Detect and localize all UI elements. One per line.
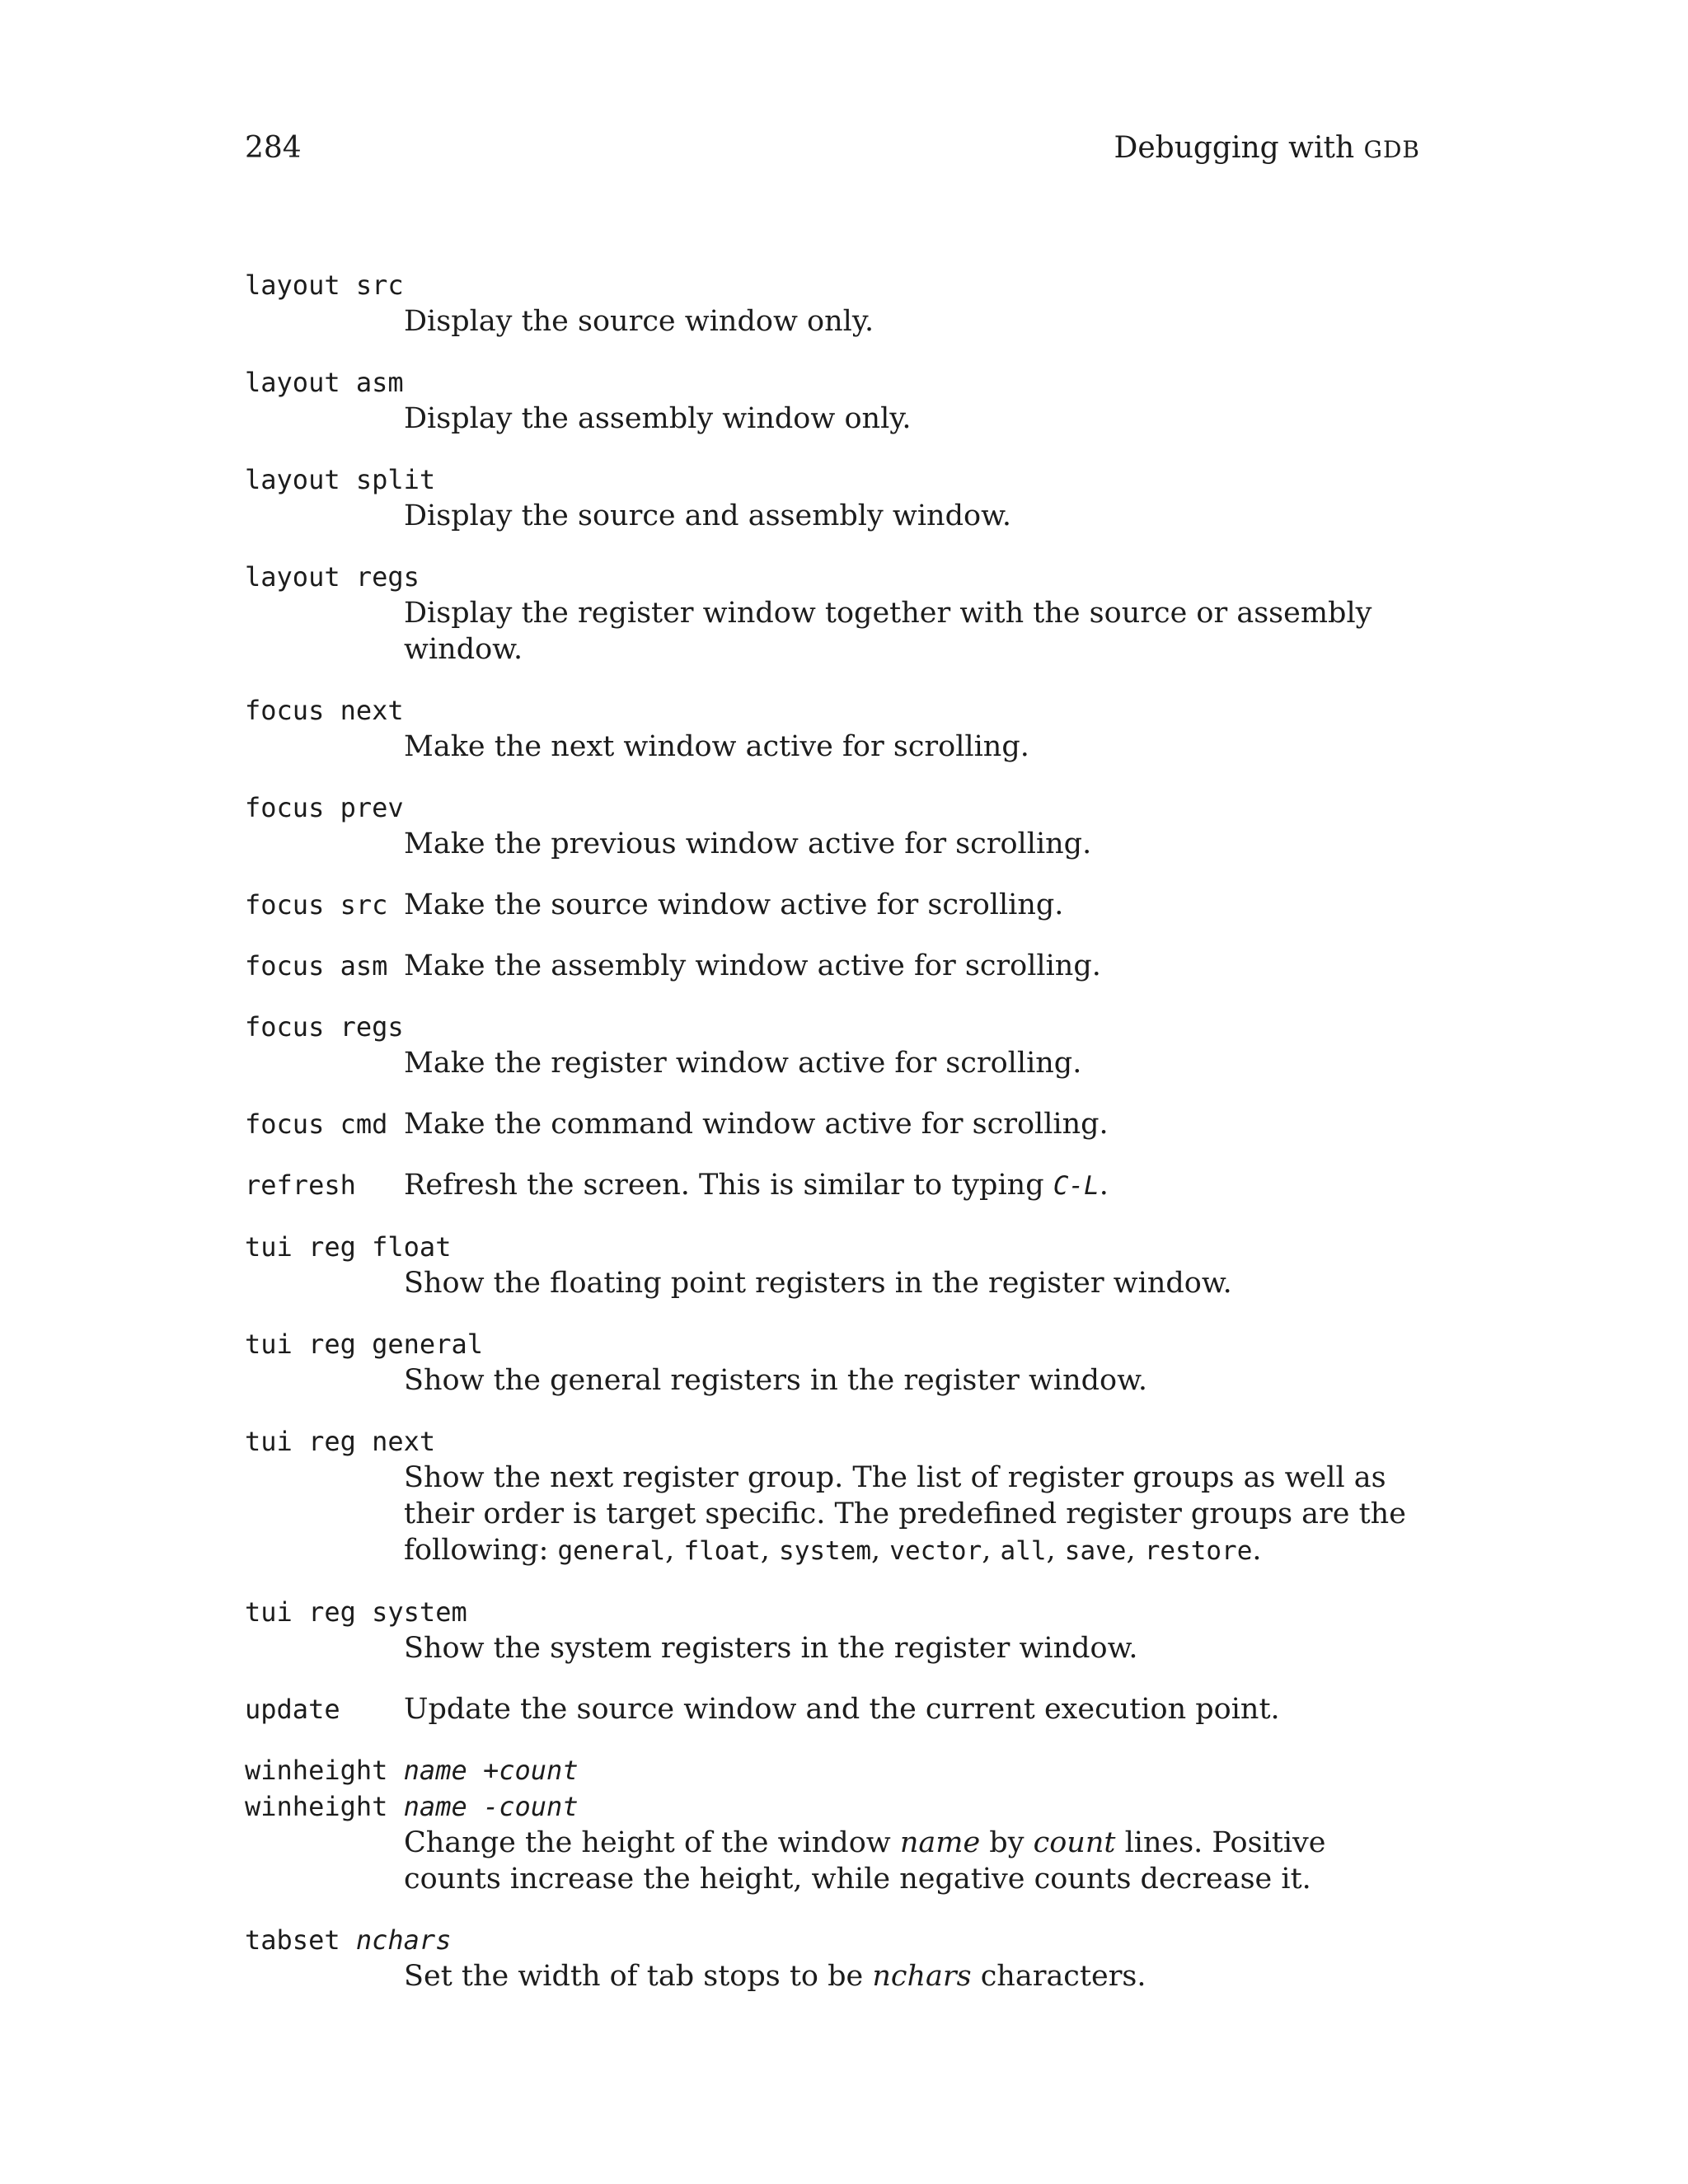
separator: ,	[871, 1534, 890, 1567]
term	[245, 948, 404, 984]
entry-focus-asm	[245, 948, 1423, 984]
entry-layout-regs	[245, 559, 1423, 668]
term: update	[245, 1694, 340, 1725]
entry-layout-src	[245, 267, 1423, 340]
entry-update	[245, 1691, 1423, 1727]
entry-focus-src	[245, 887, 1423, 923]
description-text: characters.	[971, 1960, 1146, 1993]
term-variable: -count	[482, 1791, 579, 1822]
register-group: system	[779, 1536, 872, 1566]
term-command: focus	[245, 950, 325, 982]
term	[245, 1229, 1423, 1265]
separator: ,	[1046, 1534, 1065, 1567]
term	[245, 1922, 1423, 1958]
separator: ,	[982, 1534, 1001, 1567]
description: Make the source window active for scrolling.	[404, 888, 1064, 921]
term-command: winheight	[245, 1791, 388, 1822]
term	[245, 1326, 1423, 1362]
description: Display the source and assembly window.	[404, 499, 1011, 532]
entry-layout-split	[245, 462, 1423, 534]
description	[245, 1958, 1423, 1994]
register-group: vector	[889, 1536, 982, 1566]
description: Show the system registers in the register window.	[404, 1632, 1138, 1665]
entry-tui-reg-system	[245, 1594, 1423, 1666]
description-text: Show the next register group. The list of register groups as well as their order is target specific. The predefined register groups are the following:	[404, 1461, 1406, 1567]
register-group: save	[1064, 1536, 1127, 1566]
term-command: layout	[245, 561, 340, 593]
term	[245, 559, 1423, 595]
term-command: layout	[245, 367, 340, 398]
running-title	[1114, 130, 1420, 168]
description: Make the register window active for scrolling.	[404, 1047, 1082, 1080]
term-command: tabset	[245, 1924, 340, 1956]
register-group: float	[683, 1536, 761, 1566]
term-argument: regs	[355, 561, 420, 593]
separator: ,	[760, 1534, 780, 1567]
term	[245, 1423, 1423, 1460]
term-command: layout	[245, 269, 340, 301]
description: Display the register window together with the source or assembly window.	[404, 597, 1372, 666]
description: Make the previous window active for scrolling.	[404, 827, 1092, 860]
entry-tui-reg-general	[245, 1326, 1423, 1399]
entry-layout-asm	[245, 364, 1423, 437]
term-command: tui reg	[245, 1426, 356, 1457]
entry-refresh	[245, 1167, 1423, 1204]
description-text: Set the width of tab stops to be	[404, 1960, 873, 1993]
description: Show the general registers in the register window.	[404, 1364, 1148, 1397]
term-variable: nchars	[355, 1924, 452, 1956]
variable: name	[899, 1826, 981, 1859]
description	[404, 1167, 1109, 1204]
term-command: focus	[245, 792, 325, 823]
entry-winheight	[245, 1752, 1423, 1897]
term-command: tui reg	[245, 1596, 356, 1628]
key-binding: C-L	[1053, 1171, 1100, 1201]
term-argument: next	[340, 695, 404, 726]
term-argument: prev	[340, 792, 404, 823]
term-argument: src	[340, 889, 388, 921]
term-command: focus	[245, 1011, 325, 1043]
description: Make the assembly window active for scrolling.	[404, 949, 1101, 982]
term-argument: asm	[340, 950, 388, 982]
term-command: winheight	[245, 1755, 388, 1786]
term-argument: regs	[340, 1011, 404, 1043]
running-title-text: Debugging with	[1114, 131, 1364, 165]
term	[245, 1752, 1423, 1788]
term-variable: name	[403, 1755, 467, 1786]
term-argument: asm	[355, 367, 404, 398]
entry-focus-cmd	[245, 1106, 1423, 1142]
description: Update the source window and the current execution point.	[404, 1693, 1280, 1726]
term-command: focus	[245, 695, 325, 726]
term-argument: src	[355, 269, 404, 301]
term	[245, 1106, 404, 1142]
term	[245, 887, 404, 923]
description: Show the floating point registers in the register window.	[404, 1267, 1232, 1300]
term	[245, 364, 1423, 401]
description: Make the command window active for scrolling.	[404, 1108, 1109, 1141]
variable: count	[1033, 1826, 1116, 1859]
register-group: general	[557, 1536, 666, 1566]
term-variable: name	[403, 1791, 467, 1822]
description-text: by	[980, 1826, 1034, 1859]
term-command: focus	[245, 889, 325, 921]
description-text: Refresh the screen. This is similar to typing	[404, 1169, 1053, 1202]
term-command: focus	[245, 1108, 325, 1140]
term-argument: general	[372, 1329, 483, 1360]
description: Display the source window only.	[404, 305, 874, 338]
description-text: Change the height of the window	[404, 1826, 900, 1859]
term	[245, 1788, 1423, 1825]
running-title-smallcaps: GDB	[1363, 136, 1420, 163]
entry-tui-reg-next	[245, 1423, 1423, 1569]
term-variable: +count	[482, 1755, 579, 1786]
term	[245, 462, 1423, 498]
description: Display the assembly window only.	[404, 402, 912, 435]
term	[245, 1594, 1423, 1630]
entry-focus-next	[245, 692, 1423, 765]
term-argument: cmd	[340, 1108, 388, 1140]
term-argument: split	[355, 464, 436, 495]
term-command: tui reg	[245, 1231, 356, 1263]
entry-tui-reg-float	[245, 1229, 1423, 1301]
command-list	[245, 267, 1423, 2019]
separator: ,	[665, 1534, 684, 1567]
description	[245, 1460, 1423, 1569]
variable: nchars	[872, 1960, 972, 1993]
term-argument: next	[372, 1426, 436, 1457]
term	[245, 267, 1423, 303]
term-command: layout	[245, 464, 340, 495]
term-argument: system	[372, 1596, 467, 1628]
description	[245, 1825, 1423, 1897]
terminator: .	[1252, 1534, 1262, 1567]
entry-focus-prev	[245, 790, 1423, 862]
description-text: .	[1099, 1169, 1109, 1202]
entry-tabset	[245, 1922, 1423, 1994]
term	[245, 1009, 1423, 1045]
entry-focus-regs	[245, 1009, 1423, 1081]
separator: ,	[1126, 1534, 1145, 1567]
register-group: restore	[1144, 1536, 1253, 1566]
term	[245, 790, 1423, 826]
term: refresh	[245, 1169, 356, 1201]
register-group: all	[1000, 1536, 1047, 1566]
description-text: lines. Positive counts increase the height, while negative counts decrease it.	[404, 1826, 1326, 1896]
term-command: tui reg	[245, 1329, 356, 1360]
description: Make the next window active for scrolling.	[404, 730, 1029, 763]
term-argument: float	[372, 1231, 452, 1263]
term	[245, 692, 1423, 729]
page-number: 284	[245, 131, 302, 165]
